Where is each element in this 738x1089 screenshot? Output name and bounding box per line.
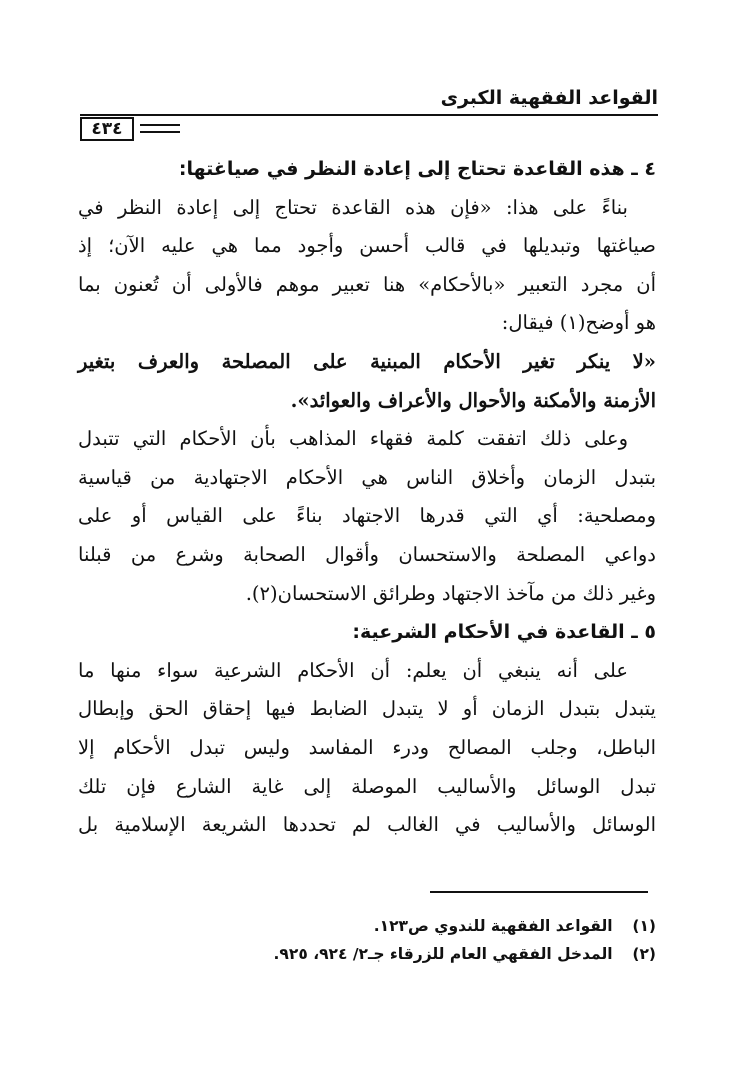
- text-line: صياغتها وتبديلها في قالب أحسن وأجود مما هي عليه الآن؛ إذ: [78, 234, 656, 258]
- footnotes: [78, 912, 656, 968]
- page-number-area: [80, 117, 200, 143]
- footnote-mark: (١): [632, 917, 656, 935]
- section-heading: ٤ ـ هذه القاعدة تحتاج إلى إعادة النظر في صياغتها:: [178, 158, 656, 180]
- text-line: تبدل الوسائل والأساليب الموصلة إلى غاية الشارع فإن تلك: [78, 774, 656, 798]
- running-title: القواعد الفقهية الكبرى: [440, 87, 658, 109]
- footnote-separator: [430, 891, 648, 893]
- footnote-mark: (٢): [632, 945, 656, 963]
- text-line: وغير ذلك من مآخذ الاجتهاد وطرائق الاستحسان(٢).: [245, 581, 656, 605]
- text-line: يتبدل بتبدل الزمان أو لا يتبدل الضابط فيها إحقاق الحق وإبطال: [78, 697, 656, 721]
- text-line: الباطل، وجلب المصالح ودرء المفاسد وليس تبدل الأحكام إلا: [78, 735, 656, 759]
- text-line: على أنه ينبغي أن يعلم: أن الأحكام الشرعية سواء منها ما: [78, 658, 628, 682]
- running-header: [78, 86, 658, 114]
- section-heading: ٥ ـ القاعدة في الأحكام الشرعية:: [352, 621, 656, 644]
- text-line: أن مجرد التعبير «بالأحكام» هنا تعبير موهم فالأولى أن تُعنون بما: [78, 272, 656, 296]
- quote-line: الأزمنة والأمكنة والأحوال والأعراف والعوائد».: [290, 388, 656, 412]
- text-line: وعلى ذلك اتفقت كلمة فقهاء المذاهب بأن الأحكام التي تتبدل: [78, 427, 628, 451]
- header-rule: [80, 114, 658, 116]
- text-line: دواعي المصلحة والاستحسان وأقوال الصحابة وشرع من قبلنا: [78, 542, 656, 566]
- main-text: [78, 150, 656, 845]
- footnote-text: المدخل الفقهي العام للزرقاء جـ٢/ ٩٢٤، ٩٢٥.: [273, 945, 613, 963]
- footnote: [78, 940, 656, 968]
- text-line: الوسائل والأساليب في الغالب لم تحددها الشريعة الإسلامية بل: [78, 813, 656, 837]
- text-line: بناءً على هذا: «فإن هذه القاعدة تحتاج إلى إعادة النظر في: [78, 195, 628, 219]
- page-number: ٤٣٤: [80, 117, 134, 141]
- text-line: بتبدل الزمان وأخلاق الناس هي الأحكام الاجتهادية من قياسية: [78, 465, 656, 489]
- text-line: ومصلحية: أي التي قدرها الاجتهاد بناءً على القياس أو على: [78, 504, 656, 528]
- page-number-ornament: [140, 124, 180, 138]
- footnote-text: القواعد الفقهية للندوي ص١٢٣.: [373, 917, 613, 935]
- text-line: هو أوضح(١) فيقال:: [501, 311, 656, 335]
- footnote: [78, 912, 656, 940]
- quote-line: «لا ينكر تغير الأحكام المبنية على المصلحة والعرف بتغير: [78, 349, 656, 373]
